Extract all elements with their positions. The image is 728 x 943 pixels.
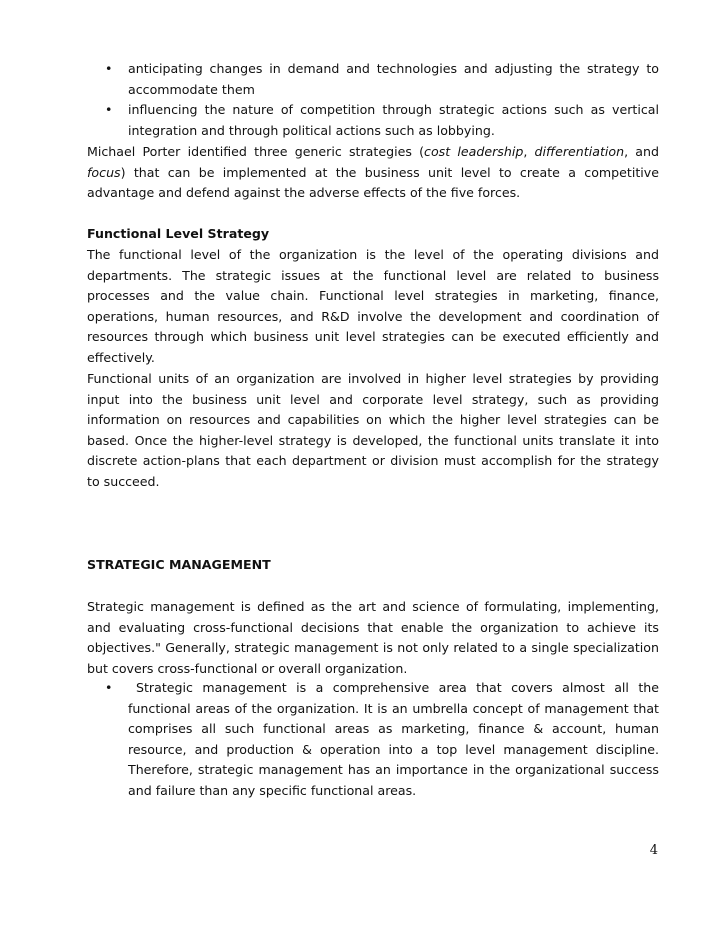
functional-paragraph-1: The functional level of the organization is the level of the operating divisions and departments. The strategic issues at the functional level are related to business processes and the value chain. Functional level strategies in marketing, finance, operations, human resources, and R&D involve the development and coordination of resources through which business unit level strategies can be executed efficiently and effectively. <box>87 247 659 365</box>
porter-paragraph: Michael Porter identified three generic strategies (cost leadership, differentiation, and focus) that can be implemented at the business unit level to create a competitive advantage and defend against the adverse effects of the five forces. <box>87 144 659 201</box>
bullet-text: Strategic management is a comprehensive area that covers almost all the functional areas of the organization. It is an umbrella concept of management that comprises all such functional areas as marketing, finance & account, human resource, and production & operation into a top level management discipline. Therefore, strategic management has an importance in the organizational success and failure than any specific functional areas. <box>128 680 659 798</box>
list-item <box>87 100 659 141</box>
functional-heading: Functional Level Strategy <box>87 226 270 241</box>
bullet-icon: • <box>105 61 113 76</box>
strategic-bullet-list <box>87 678 659 802</box>
bullet-icon: • <box>105 680 113 695</box>
bullet-icon: • <box>105 102 113 118</box>
strategic-heading: STRATEGIC MANAGEMENT <box>87 557 271 572</box>
focus-term: focus <box>87 164 121 180</box>
list-item <box>87 678 659 802</box>
page-number: 4 <box>649 843 658 858</box>
top-bullet-list <box>87 59 659 141</box>
differentiation-term: differentiation <box>534 144 625 159</box>
bullet-text: influencing the nature of competition through strategic actions such as vertical integration and through political actions such as lobbying. <box>128 102 659 138</box>
strategic-paragraph: Strategic management is defined as the art and science of formulating, implementing, and evaluating cross-functional decisions that enable the organization to achieve its objectives." Generally, strategic management is not only related to a single specialization but covers cross-functional or overall organization. <box>87 599 659 676</box>
bullet-text: anticipating changes in demand and technologies and adjusting the strategy to accommodate them <box>128 61 659 97</box>
functional-paragraph-2: Functional units of an organization are involved in higher level strategies by providing input into the business unit level and corporate level strategy, such as providing information on resources and capabilities on which the higher level strategies can be based. Once the higher-level strategy is developed, the functional units translate it into discrete action-plans that each department or division must accomplish for the strategy to succeed. <box>87 371 659 489</box>
cost-leadership-term: cost leadership <box>424 144 524 159</box>
list-item <box>87 59 659 100</box>
